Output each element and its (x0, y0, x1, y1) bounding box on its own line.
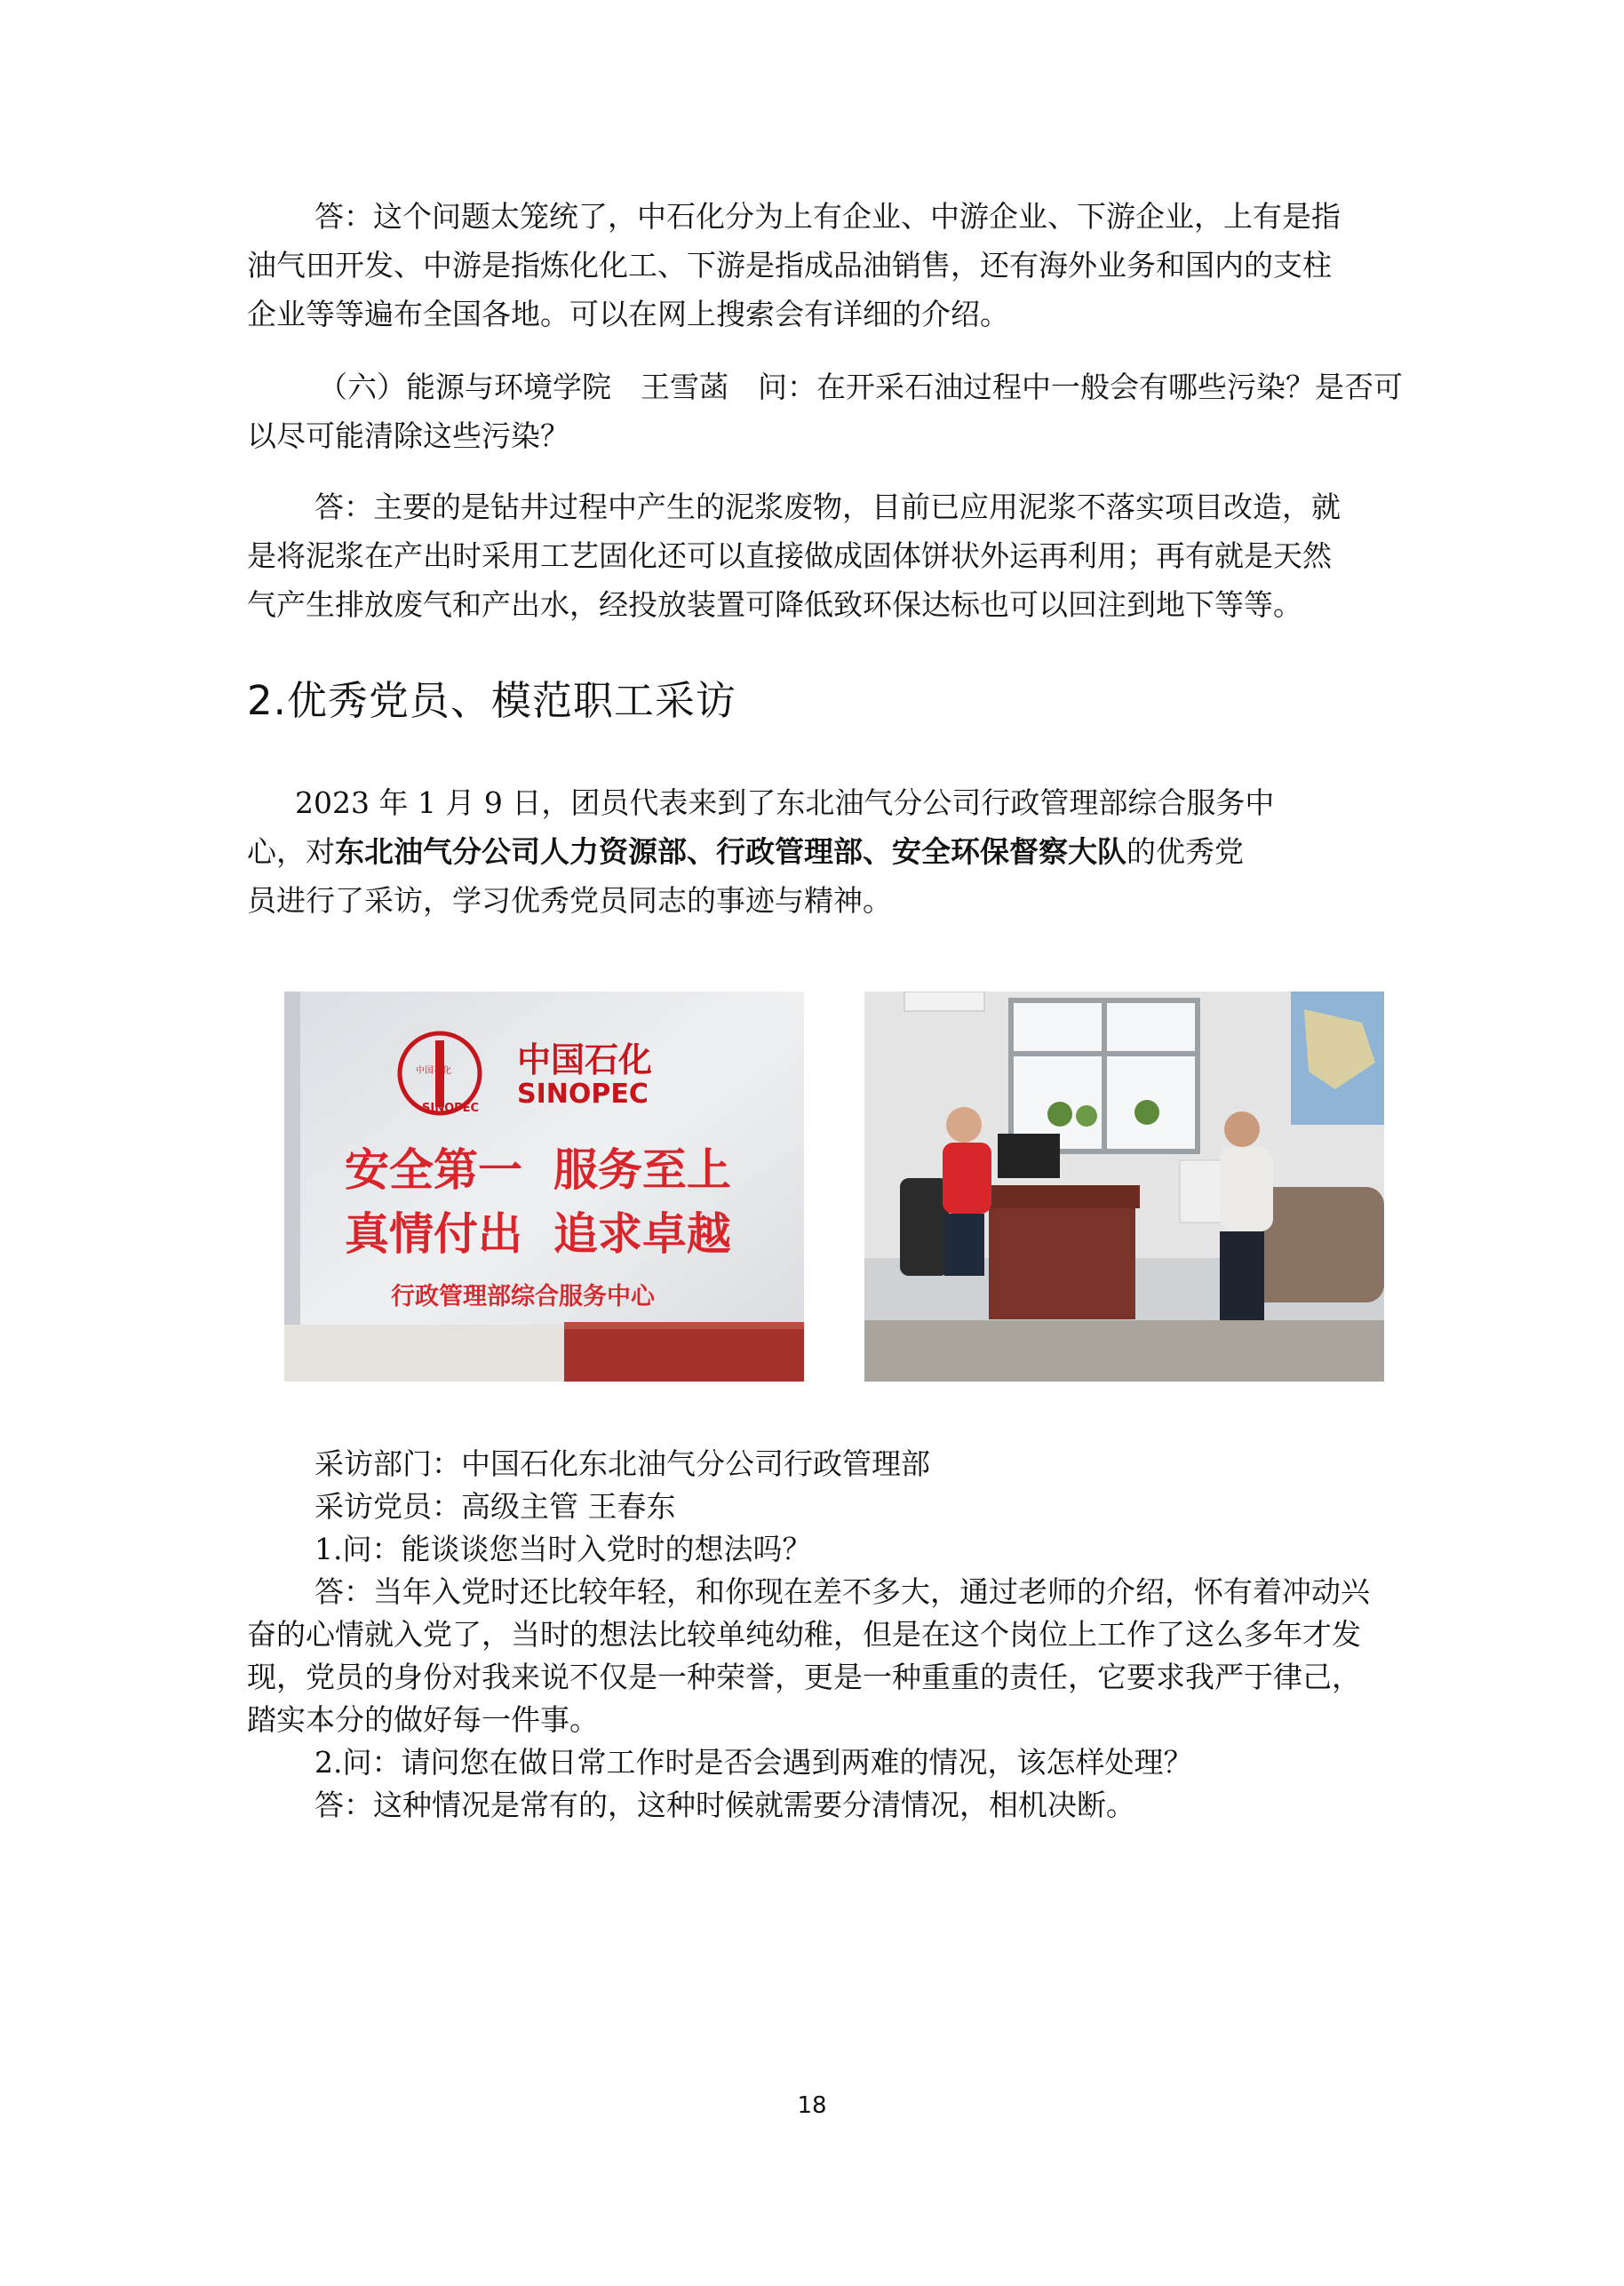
slogan-line-2: 真情付出 追求卓越 (345, 1208, 731, 1260)
window-icon (1011, 1000, 1198, 1151)
bold-departments: 东北油气分公司人力资源部、行政管理部、安全环保督察大队 (335, 834, 1126, 869)
photo-interview-office (864, 992, 1384, 1382)
answer-2: 答：这种情况是常有的，这种时候就需要分清情况，相机决断。 (314, 1788, 1135, 1822)
service-center-name: 行政管理部综合服务中心 (391, 1283, 655, 1310)
text-line: 2023 年 1 月 9 日，团员代表来到了东北油气分公司行政管理部综合服务中 (295, 785, 1275, 820)
interview-member: 采访党员：高级主管 王春东 (314, 1489, 676, 1524)
question-2: 2.问：请问您在做日常工作时是否会遇到两难的情况，该怎样处理？ (314, 1745, 1193, 1780)
text-line: 油气田开发、中游是指炼化化工、下游是指成品油销售，还有海外业务和国内的支柱 (247, 248, 1332, 283)
logo-sinopec-text: SINOPEC (422, 1102, 480, 1115)
text-line: 以尽可能清除这些污染？ (247, 418, 569, 453)
text-segment: 的优秀党 (1126, 834, 1244, 869)
text-line: （六）能源与环境学院 王雪菡 问：在开采石油过程中一般会有哪些污染？是否可 (318, 370, 1403, 404)
wall-map-icon (1291, 992, 1384, 1125)
text-line: 气产生排放废气和产出水，经投放装置可降低致环保达标也可以回注到地下等等。 (247, 587, 1302, 622)
text-line: 答：主要的是钻井过程中产生的泥浆废物，目前已应用泥浆不落实项目改造，就 (314, 490, 1341, 524)
section-heading: 2.优秀党员、模范职工采访 (247, 677, 736, 724)
answer-1-line: 现，党员的身份对我来说不仅是一种荣誉，更是一种重重的责任，它要求我严于律己， (247, 1660, 1361, 1694)
text-segment: 心，对 (247, 834, 335, 869)
logo-small-text: 中国石化 (416, 1066, 451, 1076)
answer-1-line: 答：当年入党时还比较年轻，和你现在差不多大，通过老师的介绍，怀有着冲动兴 (314, 1574, 1370, 1609)
brand-en: SINOPEC (517, 1079, 649, 1110)
question-1: 1.问：能谈谈您当时入党时的想法吗？ (314, 1532, 812, 1566)
text-line: 是将泥浆在产出时采用工艺固化还可以直接做成固体饼状外运再利用；再有就是天然 (247, 538, 1332, 573)
text-line (247, 827, 1377, 876)
slogan-line-1: 安全第一 服务至上 (345, 1144, 731, 1196)
question-paragraph-6 (247, 362, 1403, 460)
answer-paragraph-6 (247, 482, 1377, 629)
photo-sinopec-wall (284, 992, 804, 1382)
page-number: 18 (797, 2092, 827, 2119)
answer-paragraph-1 (247, 192, 1377, 339)
answer-1-line: 踏实本分的做好每一件事。 (247, 1702, 599, 1737)
text-line: 答：这个问题太笼统了，中石化分为上有企业、中游企业、下游企业，上有是指 (314, 199, 1341, 234)
text-line: 员进行了采访，学习优秀党员同志的事迹与精神。 (247, 883, 892, 918)
brand-cn: 中国石化 (517, 1040, 653, 1079)
intro-paragraph (247, 778, 1377, 925)
interview-section (247, 1443, 1393, 1827)
text-line: 企业等等遍布全国各地。可以在网上搜索会有详细的介绍。 (247, 297, 1009, 331)
interview-department: 采访部门：中国石化东北油气分公司行政管理部 (314, 1446, 930, 1481)
answer-1-line: 奋的心情就入党了，当时的想法比较单纯幼稚，但是在这个岗位上工作了这么多年才发 (247, 1617, 1361, 1652)
